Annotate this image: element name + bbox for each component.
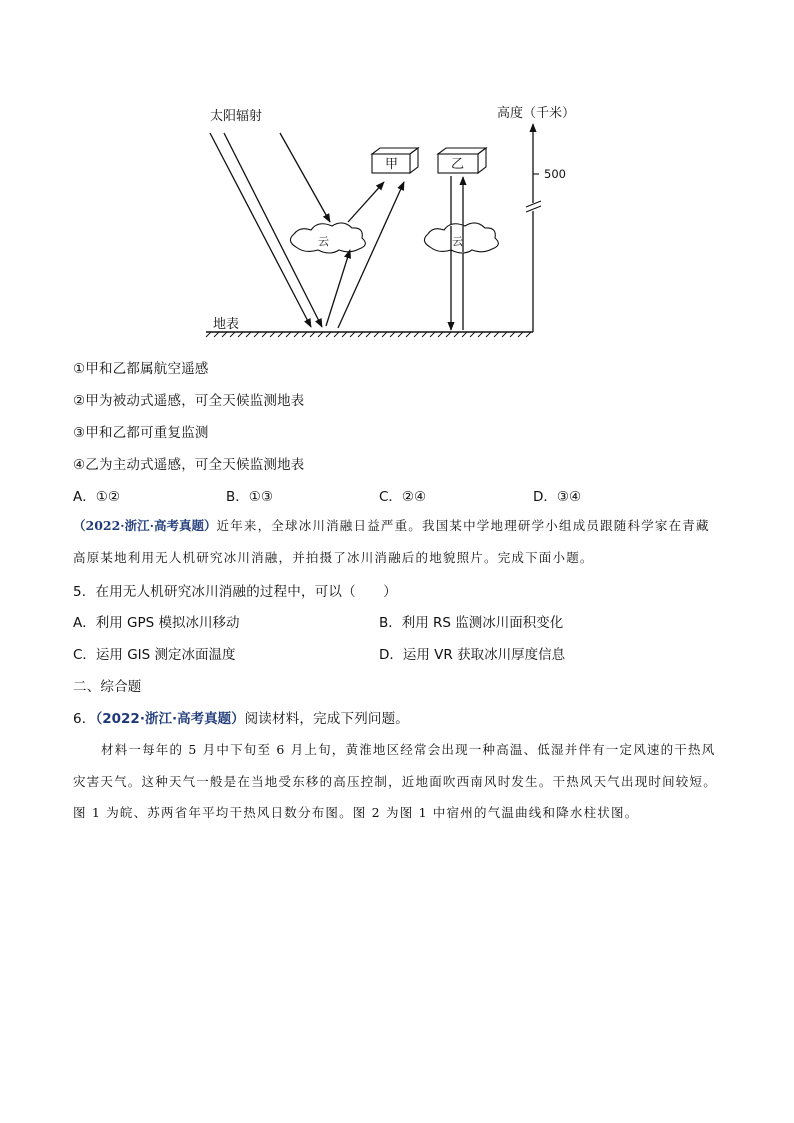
q4-option-c[interactable]: C．②④ [379, 489, 427, 505]
ground-label: 地表 [213, 317, 240, 332]
reflected-ray-2 [348, 182, 384, 222]
cloud-right [424, 223, 498, 253]
section-title: 二、综合题 [73, 679, 142, 695]
q6-paragraph-line-3: 图 1 为皖、苏两省年平均干热风日数分布图。图 2 为图 1 中宿州的气温曲线和降水柱状图。 [73, 805, 639, 820]
q6-paragraph-line-2: 灾害天气。这种天气一般是在当地受东移的高压控制，近地面吹西南风时发生。干热风天气出现时间较短。 [73, 774, 717, 789]
cloud-left [290, 223, 365, 253]
remote-sensing-diagram [0, 0, 794, 345]
solar-ray-3 [280, 133, 330, 222]
height-axis [497, 105, 575, 332]
height-axis-tick-500: 500 [544, 167, 566, 181]
q4-option-d[interactable]: D．③④ [533, 489, 582, 505]
q5-option-a[interactable]: A．利用 GPS 模拟冰川移动 [73, 615, 240, 631]
statement-4: ④乙为主动式遥感，可全天候监测地表 [73, 457, 305, 473]
height-axis-label: 高度（千米） [497, 106, 576, 121]
q5-stem: 5．在用无人机研究冰川消融的过程中，可以（ ） [73, 584, 397, 600]
q6-instruction: 阅读材料，完成下列问题。 [244, 711, 409, 727]
q6-header [73, 707, 409, 727]
q4-option-a[interactable]: A．①② [73, 489, 120, 505]
satellite-jia [372, 148, 418, 173]
q5-option-d[interactable]: D．运用 VR 获取冰川厚度信息 [379, 647, 566, 663]
solar-radiation-label: 太阳辐射 [210, 109, 263, 124]
cloud-right-label: 云 [452, 235, 463, 248]
material-intro-line-2: 高原某地利用无人机研究冰川消融，并拍摄了冰川消融后的地貌照片。完成下面小题。 [73, 550, 594, 565]
statement-1: ①甲和乙都属航空遥感 [73, 361, 209, 377]
q6-paragraph-line-1: 材料一每年的 5 月中下旬至 6 月上旬，黄淮地区经常会出现一种高温、低湿并伴有一定风速的干热风 [101, 742, 716, 757]
statement-3: ③甲和乙都可重复监测 [73, 425, 209, 441]
reflected-ray-1 [326, 250, 350, 326]
material-source: （2022·浙江·高考真题） [73, 518, 217, 533]
q5-option-c[interactable]: C．运用 GIS 测定冰面温度 [73, 647, 236, 663]
cloud-left-label: 云 [318, 235, 329, 248]
material-intro-line-1 [73, 516, 710, 534]
satellite-yi-label: 乙 [451, 157, 465, 172]
satellite-yi [438, 148, 486, 173]
q4-option-b[interactable]: B．①③ [226, 489, 273, 505]
statement-2: ②甲为被动式遥感，可全天候监测地表 [73, 393, 305, 409]
q6-number: 6． [73, 711, 96, 727]
q5-option-b[interactable]: B．利用 RS 监测冰川面积变化 [379, 615, 564, 631]
satellite-jia-label: 甲 [385, 157, 399, 172]
material-intro-text-1: 近年来，全球冰川消融日益严重。我国某中学地理研学小组成员跟随科学家在青藏 [216, 518, 710, 533]
q6-source: （2022·浙江·高考真题） [95, 711, 245, 727]
